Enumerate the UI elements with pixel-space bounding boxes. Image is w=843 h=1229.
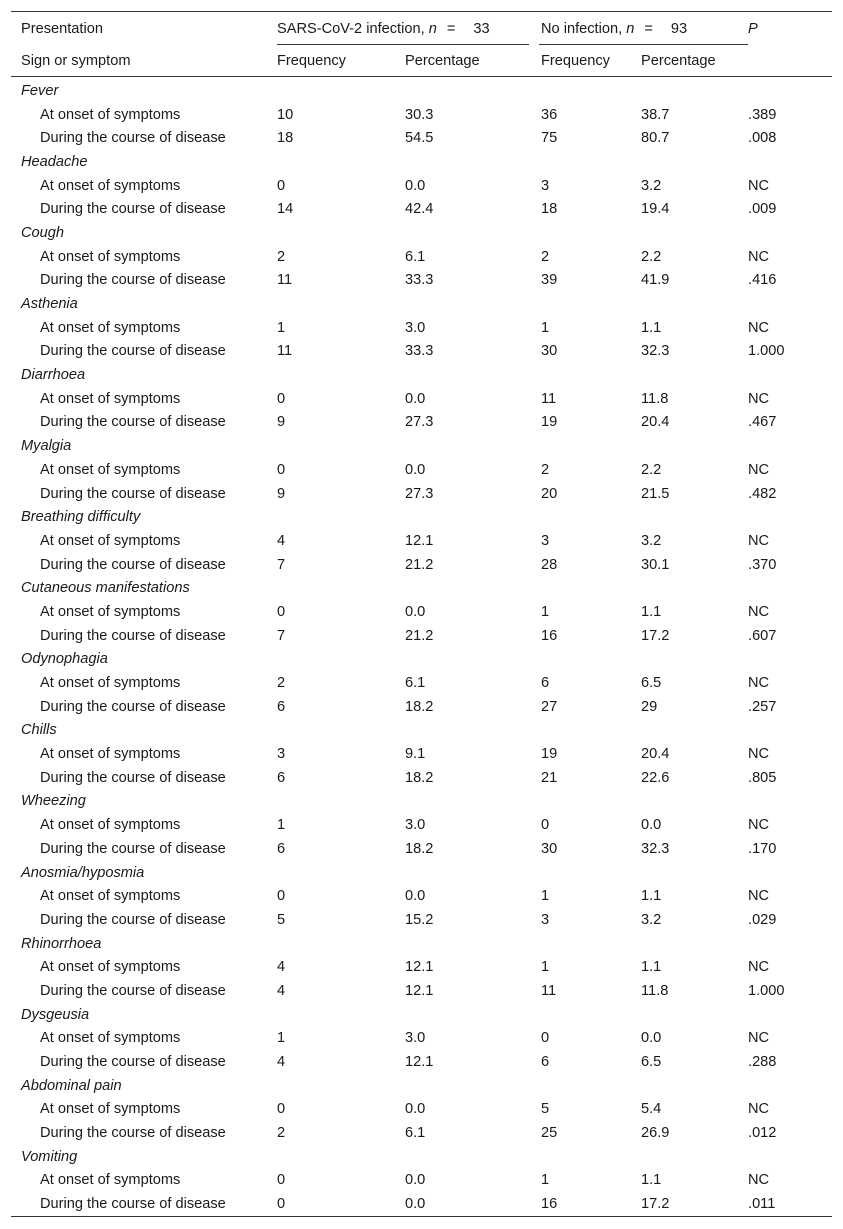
table-row-onset [11, 174, 832, 198]
pct-infected: 0.0 [405, 1172, 426, 1189]
pct-infected: 33.3 [405, 343, 434, 360]
pct-uninfected: 32.3 [641, 343, 670, 360]
pct-infected: 21.2 [405, 556, 434, 573]
pct-uninfected: 1.1 [641, 959, 662, 976]
freq-infected: 11 [277, 343, 293, 360]
p-value: NC [748, 675, 770, 692]
pct-infected: 15.2 [405, 911, 434, 928]
table-row-course [11, 1050, 832, 1074]
p-value: .170 [748, 840, 777, 857]
symptom-category-row [11, 292, 832, 316]
freq-infected: 6 [277, 840, 286, 857]
pct-uninfected: 32.3 [641, 840, 670, 857]
pct-uninfected: 3.2 [641, 532, 662, 549]
group-header-uninfected [541, 12, 748, 46]
group-infected-underline [277, 44, 529, 45]
p-value: .805 [748, 769, 777, 786]
row-label: At onset of symptoms [40, 746, 181, 763]
freq-uninfected: 6 [541, 675, 550, 692]
freq-infected: 4 [277, 532, 286, 549]
freq-infected: 18 [277, 130, 294, 147]
freq-uninfected: 3 [541, 177, 550, 194]
pct-infected: 9.1 [405, 746, 426, 763]
table-row-course [11, 482, 832, 506]
symptom-name: Dysgeusia [21, 1006, 90, 1023]
group-infected-label: SARS-CoV-2 infection, [277, 20, 425, 37]
row-label: During the course of disease [40, 982, 226, 999]
symptom-name: Myalgia [21, 438, 72, 455]
pct-infected: 0.0 [405, 461, 426, 478]
pct-uninfected: 2.2 [641, 461, 662, 478]
freq-infected: 0 [277, 888, 286, 905]
p-value-header [748, 12, 832, 46]
p-value: .011 [748, 1192, 832, 1216]
row-label: During the course of disease [40, 485, 226, 502]
freq-uninfected: 19 [541, 746, 558, 763]
table-row-onset [11, 742, 832, 766]
freq-uninfected: 19 [541, 414, 558, 431]
pct-infected: 18.2 [405, 769, 434, 786]
table-row-course [11, 126, 832, 150]
pct-uninfected: 0.0 [641, 817, 662, 834]
pct-infected: 54.5 [405, 130, 434, 147]
pct-infected: 12.1 [405, 1054, 434, 1071]
pct-infected: 0.0 [405, 888, 426, 905]
freq-infected: 4 [277, 959, 286, 976]
row-label: At onset of symptoms [40, 319, 181, 336]
freq-uninfected: 11 [541, 390, 557, 407]
p-value: NC [748, 319, 770, 336]
p-value: .389 [748, 106, 777, 123]
table-row-course [11, 411, 832, 435]
p-value: NC [748, 1172, 770, 1189]
pct-infected: 12.1 [405, 532, 434, 549]
table-row-course [11, 837, 832, 861]
pct-infected: 27.3 [405, 485, 434, 502]
pct-infected: 33.3 [405, 272, 434, 289]
table-body [11, 77, 832, 1217]
symptom-name: Cutaneous manifestations [21, 580, 190, 597]
row-label: At onset of symptoms [40, 1101, 181, 1118]
header-row-columns [11, 45, 832, 77]
pct-infected: 3.0 [405, 319, 426, 336]
table-row-course [11, 1192, 832, 1216]
freq-uninfected-header: Frequency [541, 45, 641, 77]
freq-uninfected: 0 [541, 1030, 550, 1047]
row-label: At onset of symptoms [40, 817, 181, 834]
symptom-name: Chills [21, 722, 57, 739]
group-infected-eq: = [446, 20, 456, 37]
pct-infected: 18.2 [405, 840, 434, 857]
pct-uninfected: 38.7 [641, 106, 670, 123]
p-value: NC [748, 959, 770, 976]
row-label: At onset of symptoms [40, 1030, 181, 1047]
table-row-onset [11, 671, 832, 695]
freq-infected-header: Frequency [277, 45, 405, 77]
row-label: At onset of symptoms [40, 461, 181, 478]
row-label: During the course of disease [40, 1125, 226, 1142]
symptom-name: Cough [21, 224, 65, 241]
freq-uninfected: 6 [541, 1054, 550, 1071]
p-value: 1.000 [748, 982, 785, 999]
p-value: .467 [748, 414, 777, 431]
table-row-course [11, 766, 832, 790]
p-value: .482 [748, 485, 777, 502]
pct-uninfected: 1.1 [641, 888, 662, 905]
p-value: .029 [748, 911, 777, 928]
freq-uninfected: 16 [541, 1192, 641, 1216]
freq-uninfected: 30 [541, 840, 558, 857]
pct-uninfected: 19.4 [641, 201, 670, 218]
p-value: .012 [748, 1125, 777, 1142]
pct-infected: 42.4 [405, 201, 434, 218]
pct-uninfected: 1.1 [641, 603, 662, 620]
freq-uninfected: 0 [541, 817, 550, 834]
row-label: At onset of symptoms [40, 1172, 181, 1189]
freq-uninfected: 11 [541, 982, 557, 999]
pct-uninfected: 17.2 [641, 1192, 748, 1216]
pct-uninfected: 21.5 [641, 485, 670, 502]
pct-infected: 30.3 [405, 106, 434, 123]
p-value: NC [748, 888, 770, 905]
symptom-name: Breathing difficulty [21, 509, 141, 526]
pct-uninfected-header: Percentage [641, 45, 748, 77]
pct-infected: 21.2 [405, 627, 434, 644]
symptom-name: Fever [21, 82, 59, 99]
pct-infected: 12.1 [405, 982, 434, 999]
row-label: During the course of disease [40, 556, 226, 573]
symptom-category-row [11, 576, 832, 600]
symptom-name: Headache [21, 153, 88, 170]
pct-uninfected: 1.1 [641, 1172, 662, 1189]
symptom-name: Rhinorrhoea [21, 935, 102, 952]
freq-uninfected: 75 [541, 130, 558, 147]
freq-uninfected: 1 [541, 603, 550, 620]
table-row-course [11, 1121, 832, 1145]
freq-infected: 10 [277, 106, 294, 123]
pct-infected: 6.1 [405, 248, 426, 265]
symptom-category-row [11, 150, 832, 174]
pct-uninfected: 30.1 [641, 556, 670, 573]
freq-uninfected: 3 [541, 532, 550, 549]
table-row-course [11, 979, 832, 1003]
row-label: During the course of disease [40, 130, 226, 147]
freq-uninfected: 1 [541, 888, 550, 905]
pct-uninfected: 11.8 [641, 982, 669, 999]
p-value-label: P [748, 20, 758, 37]
p-value: NC [748, 1030, 770, 1047]
freq-infected: 11 [277, 272, 293, 289]
symptom-category-row [11, 1003, 832, 1027]
pct-infected: 0.0 [405, 1101, 426, 1118]
freq-infected: 0 [277, 1172, 286, 1189]
presentation-header: Presentation [11, 12, 277, 46]
symptom-category-row [11, 1074, 832, 1098]
freq-uninfected: 28 [541, 556, 558, 573]
pct-infected: 12.1 [405, 959, 434, 976]
freq-infected: 14 [277, 201, 294, 218]
p-value: .416 [748, 272, 777, 289]
p-value: NC [748, 603, 770, 620]
freq-uninfected: 27 [541, 698, 558, 715]
pct-uninfected: 5.4 [641, 1101, 662, 1118]
table-row-onset [11, 813, 832, 837]
pct-uninfected: 22.6 [641, 769, 670, 786]
symptom-name: Abdominal pain [21, 1077, 122, 1094]
pct-infected: 27.3 [405, 414, 434, 431]
freq-infected: 0 [277, 461, 286, 478]
p-value: 1.000 [748, 343, 785, 360]
pct-uninfected: 20.4 [641, 746, 670, 763]
symptom-category-row [11, 505, 832, 529]
row-label: At onset of symptoms [40, 248, 181, 265]
p-value: NC [748, 177, 770, 194]
row-label: At onset of symptoms [40, 603, 181, 620]
pct-uninfected: 80.7 [641, 130, 670, 147]
freq-uninfected: 1 [541, 319, 550, 336]
freq-infected: 0 [277, 177, 286, 194]
freq-infected: 3 [277, 746, 286, 763]
table-row-onset [11, 1027, 832, 1051]
freq-uninfected: 1 [541, 959, 550, 976]
group-uninfected-underline [539, 44, 748, 45]
group-infected-n-value: 33 [473, 20, 490, 37]
freq-uninfected: 30 [541, 343, 558, 360]
freq-infected: 2 [277, 675, 286, 692]
table-row-course [11, 695, 832, 719]
symptom-name: Diarrhoea [21, 367, 86, 384]
freq-uninfected: 36 [541, 106, 558, 123]
row-label: At onset of symptoms [40, 177, 181, 194]
table-row-course [11, 269, 832, 293]
symptom-category-row [11, 790, 832, 814]
freq-uninfected: 2 [541, 461, 550, 478]
p-value: .370 [748, 556, 777, 573]
group-infected-n: n [428, 20, 437, 37]
row-label: During the course of disease [40, 343, 226, 360]
freq-uninfected: 5 [541, 1101, 550, 1118]
pct-uninfected: 11.8 [641, 390, 669, 407]
table-row-course [11, 197, 832, 221]
symptom-name: Odynophagia [21, 651, 108, 668]
freq-infected: 4 [277, 982, 286, 999]
table-row-onset [11, 955, 832, 979]
pct-uninfected: 26.9 [641, 1125, 670, 1142]
p-value: NC [748, 746, 770, 763]
freq-infected: 7 [277, 627, 286, 644]
table-row-onset [11, 1098, 832, 1122]
table-row-onset [11, 884, 832, 908]
group-uninfected-n-value: 93 [670, 20, 688, 37]
pct-uninfected: 3.2 [641, 911, 662, 928]
group-header-infected [277, 12, 541, 46]
p-value: NC [748, 461, 770, 478]
header-row-groups [11, 12, 832, 46]
freq-uninfected: 3 [541, 911, 550, 928]
freq-infected: 1 [277, 817, 286, 834]
pct-infected: 18.2 [405, 698, 434, 715]
freq-uninfected: 1 [541, 1172, 550, 1189]
freq-infected: 0 [277, 603, 286, 620]
freq-infected: 6 [277, 769, 286, 786]
pct-uninfected: 1.1 [641, 319, 662, 336]
freq-infected: 6 [277, 698, 286, 715]
p-value: .607 [748, 627, 777, 644]
table-row-course [11, 624, 832, 648]
pct-infected-header: Percentage [405, 45, 541, 77]
freq-infected: 5 [277, 911, 286, 928]
freq-infected: 9 [277, 485, 286, 502]
row-label: During the course of disease [40, 911, 226, 928]
freq-infected: 1 [277, 319, 286, 336]
freq-uninfected: 2 [541, 248, 550, 265]
pct-uninfected: 17.2 [641, 627, 670, 644]
pct-uninfected: 0.0 [641, 1030, 662, 1047]
p-value: NC [748, 390, 770, 407]
pct-uninfected: 29 [641, 698, 658, 715]
row-label: At onset of symptoms [40, 532, 181, 549]
freq-uninfected: 21 [541, 769, 558, 786]
table-row-onset [11, 387, 832, 411]
freq-uninfected: 20 [541, 485, 558, 502]
table-row-onset [11, 1169, 832, 1193]
symptoms-table [11, 11, 832, 1217]
symptom-category-row [11, 77, 832, 103]
table-row-onset [11, 458, 832, 482]
table-row-onset [11, 600, 832, 624]
freq-uninfected: 25 [541, 1125, 558, 1142]
pct-infected: 6.1 [405, 1125, 426, 1142]
pct-infected: 0.0 [405, 177, 426, 194]
freq-uninfected: 39 [541, 272, 558, 289]
p-value: NC [748, 532, 770, 549]
pct-infected: 0.0 [405, 1192, 541, 1216]
p-value: .257 [748, 698, 777, 715]
p-value: NC [748, 248, 770, 265]
freq-uninfected: 18 [541, 201, 558, 218]
pct-infected: 3.0 [405, 817, 426, 834]
symptom-name: Vomiting [21, 1148, 78, 1165]
freq-infected: 0 [277, 1101, 286, 1118]
row-label: At onset of symptoms [40, 959, 181, 976]
p-value: .009 [748, 201, 777, 218]
row-label: During the course of disease [40, 201, 226, 218]
row-label: At onset of symptoms [40, 675, 181, 692]
table-row-course [11, 340, 832, 364]
pct-infected: 0.0 [405, 603, 426, 620]
symptom-category-row [11, 719, 832, 743]
group-uninfected-n: n [626, 20, 635, 37]
symptom-name: Asthenia [21, 296, 78, 313]
freq-infected: 0 [277, 1192, 405, 1216]
table-row-onset [11, 103, 832, 127]
freq-infected: 9 [277, 414, 286, 431]
row-label: At onset of symptoms [40, 390, 181, 407]
pct-uninfected: 6.5 [641, 675, 662, 692]
row-label: During the course of disease [11, 1192, 277, 1216]
symptoms-table-container [11, 11, 832, 1217]
symptom-category-row [11, 648, 832, 672]
row-label: At onset of symptoms [40, 888, 181, 905]
row-label: During the course of disease [40, 698, 226, 715]
freq-infected: 1 [277, 1030, 286, 1047]
freq-infected: 2 [277, 248, 286, 265]
pct-uninfected: 20.4 [641, 414, 670, 431]
pct-infected: 3.0 [405, 1030, 426, 1047]
symptom-name: Anosmia/hyposmia [21, 864, 145, 881]
pct-uninfected: 6.5 [641, 1054, 662, 1071]
pct-uninfected: 2.2 [641, 248, 662, 265]
p-value: .288 [748, 1054, 777, 1071]
p-value: NC [748, 817, 770, 834]
row-label: At onset of symptoms [40, 106, 181, 123]
sign-header: Sign or symptom [11, 45, 277, 77]
table-row-onset [11, 316, 832, 340]
symptom-category-row [11, 932, 832, 956]
symptom-category-row [11, 221, 832, 245]
symptom-category-row [11, 1145, 832, 1169]
row-label: During the course of disease [40, 769, 226, 786]
p-value: .008 [748, 130, 777, 147]
p-value-spacer [748, 45, 832, 77]
freq-infected: 2 [277, 1125, 286, 1142]
row-label: During the course of disease [40, 414, 226, 431]
symptom-category-row [11, 434, 832, 458]
freq-infected: 4 [277, 1054, 286, 1071]
table-header [11, 12, 832, 77]
row-label: During the course of disease [40, 1054, 226, 1071]
freq-infected: 7 [277, 556, 286, 573]
freq-infected: 0 [277, 390, 286, 407]
table-row-onset [11, 529, 832, 553]
row-label: During the course of disease [40, 627, 226, 644]
symptom-name: Wheezing [21, 793, 86, 810]
symptom-category-row [11, 861, 832, 885]
pct-uninfected: 3.2 [641, 177, 662, 194]
table-row-course [11, 553, 832, 577]
p-value: NC [748, 1101, 770, 1118]
symptom-category-row [11, 363, 832, 387]
row-label: During the course of disease [40, 272, 226, 289]
group-uninfected-label: No infection, [541, 20, 623, 37]
pct-infected: 0.0 [405, 390, 426, 407]
freq-uninfected: 16 [541, 627, 558, 644]
pct-uninfected: 41.9 [641, 272, 670, 289]
table-row-course [11, 908, 832, 932]
row-label: During the course of disease [40, 840, 226, 857]
pct-infected: 6.1 [405, 675, 426, 692]
group-uninfected-eq: = [644, 20, 653, 37]
table-row-onset [11, 245, 832, 269]
